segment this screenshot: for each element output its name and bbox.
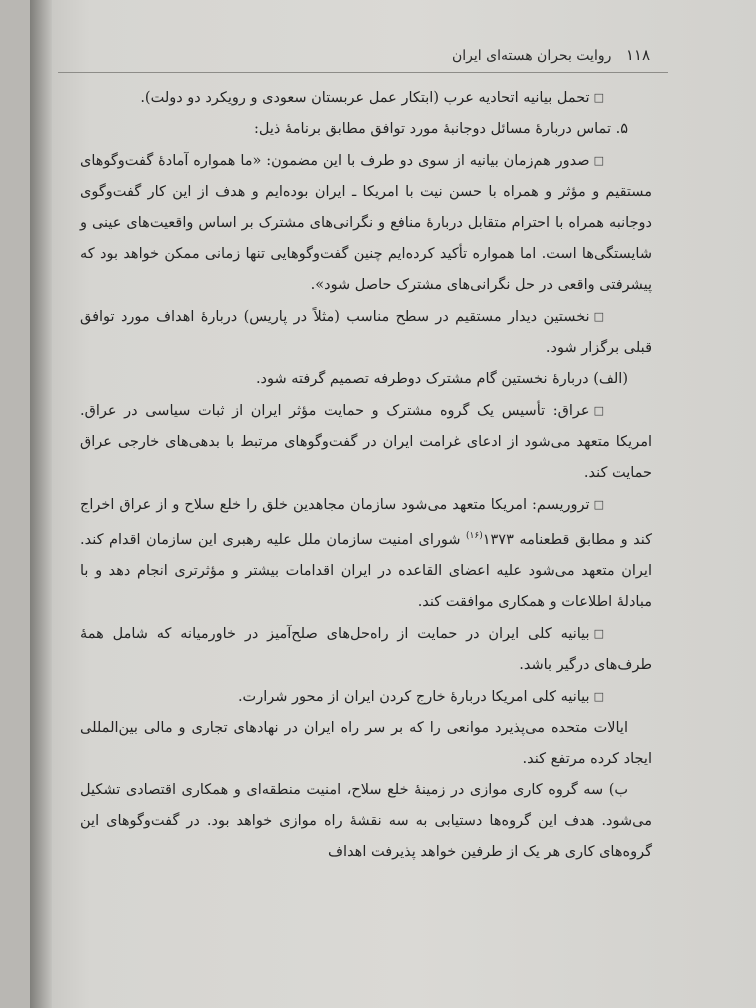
running-header xyxy=(30,46,650,64)
paragraph-text: نخستین دیدار مستقیم در سطح مناسب (مثلاً در پاریس) دربارهٔ اهداف مورد توافق قبلی برگزار شود. xyxy=(80,309,652,356)
header-divider xyxy=(58,72,668,73)
square-bullet-icon: □ xyxy=(593,690,604,703)
paragraph-us-statement xyxy=(80,681,652,713)
paragraph-joint-statement xyxy=(80,145,652,301)
footnote-reference: (۱۶) xyxy=(466,531,483,541)
paragraph-text: تروریسم: امریکا متعهد می‌شود سازمان مجاهدین خلق را خلع سلاح و از عراق اخراج کند و مطابق قطعنامه ۱۳۷۳ xyxy=(80,497,652,548)
square-bullet-icon: □ xyxy=(593,91,604,104)
paragraph-text: (الف) دربارهٔ نخستین گام مشترک دوطرفه تصمیم گرفته شود. xyxy=(255,371,628,387)
paragraph-text: ۵. تماس دربارهٔ مسائل دوجانبهٔ مورد توافق مطابق برنامهٔ ذیل: xyxy=(254,121,628,137)
running-title: روایت بحران هسته‌ای ایران xyxy=(452,48,612,64)
page-body xyxy=(80,82,652,868)
book-spine xyxy=(30,0,52,1008)
paragraph-text: بیانیه کلی امریکا دربارهٔ خارج کردن ایران از محور شرارت. xyxy=(237,689,590,705)
book-page xyxy=(30,0,756,1008)
paragraph-iraq xyxy=(80,395,652,489)
paragraph-trade-barriers xyxy=(80,713,652,775)
paragraph-text: ایالات متحده می‌پذیرد موانعی را که بر سر راه ایران در نهادهای تجاری و مالی بین‌المللی ایجاد کرده مرتفع کند. xyxy=(80,720,652,767)
paragraph-first-meeting xyxy=(80,301,652,364)
paragraph-be-working-groups xyxy=(80,775,652,868)
paragraph-text: تحمل بیانیه اتحادیه عرب (ابتکار عمل عربستان سعودی و رویکرد دو دولت). xyxy=(140,90,590,106)
paragraph-text: عراق: تأسیس یک گروه مشترک و حمایت مؤثر ایران از ثبات سیاسی در عراق. امریکا متعهد می‌شود از ادعای غرامت ایران در گفت‌وگوهای مرتبط با بدهی‌های خارجی عراق حمایت کند. xyxy=(80,403,652,481)
paragraph-text: شورای امنیت سازمان ملل علیه رهبری این سازمان اقدام کند. ایران متعهد می‌شود علیه اعضای القاعده در ایران اقدامات بیشتر و مؤثرتری انجام دهد و با مبادلهٔ اطلاعات و همکاری موافقت کند. xyxy=(80,532,652,610)
paragraph-alef xyxy=(80,364,652,395)
page-number: ۱۱۸ xyxy=(625,46,650,64)
paragraph-arab-league xyxy=(80,82,652,114)
square-bullet-icon: □ xyxy=(593,627,604,640)
paragraph-terrorism xyxy=(80,489,652,618)
paragraph-iran-statement xyxy=(80,618,652,681)
square-bullet-icon: □ xyxy=(593,404,604,417)
paragraph-section-5 xyxy=(80,114,652,145)
paragraph-text: ب) سه گروه کاری موازی در زمینهٔ خلع سلاح، امنیت منطقه‌ای و همکاری اقتصادی تشکیل می‌شود. هدف این گروه‌ها دستیابی به سه نقشهٔ راه موازی خواهد بود. در گفت‌وگوهای این گروه‌های کاری هر یک از طرفین خواهد پذیرفت اهداف xyxy=(80,782,652,860)
paragraph-text: بیانیه کلی ایران در حمایت از راه‌حل‌های صلح‌آمیز در خاورمیانه که شامل همهٔ طرف‌های درگیر باشد. xyxy=(80,626,652,673)
square-bullet-icon: □ xyxy=(593,498,604,511)
square-bullet-icon: □ xyxy=(593,310,604,323)
paragraph-text: صدور هم‌زمان بیانیه از سوی دو طرف با این مضمون: «ما همواره آمادهٔ گفت‌وگوهای مستقیم و مؤثر و همراه با حسن نیت با امریکا ـ ایران بوده‌ایم و هدف از این کار گفت‌وگوی دوجانبه همراه با احترام متقابل دربارهٔ منافع و نگرانی‌های مشترک بر اساس واقعیت‌های عینی و شایستگی‌ها است. اما همواره تأکید کرده‌ایم چنین گفت‌وگوهایی تنها زمانی ممکن خواهد بود که پیشرفتی واقعی در حل نگرانی‌های مشترک حاصل شود». xyxy=(80,153,652,293)
square-bullet-icon: □ xyxy=(593,154,604,167)
